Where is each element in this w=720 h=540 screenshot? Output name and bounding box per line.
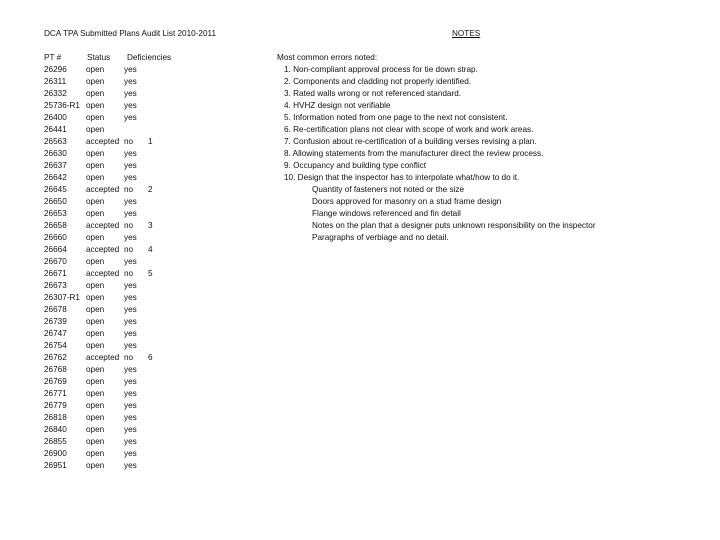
pt-cell: 26332 [44,89,67,98]
table-row [44,448,244,460]
status-cell: open [86,257,105,266]
notes-heading: NOTES [452,29,481,38]
page-title: DCA TPA Submitted Plans Audit List 2010-2011 [44,29,217,38]
table-row [44,352,244,364]
notes-intro: Most common errors noted: [277,53,378,62]
table-row [44,208,244,220]
deficiencies-cell: yes [124,401,137,410]
deficiencies-cell: no [124,185,134,194]
status-cell: open [86,329,105,338]
deficiencies-cell: no [124,353,134,362]
deficiencies-cell: yes [124,161,137,170]
deficiencies-cell: no [124,245,134,254]
note-sub-item: Quantity of fasteners not noted or the size [312,185,465,194]
deficiencies-cell: yes [124,389,137,398]
note-item: 2. Components and cladding not properly identified. [284,77,472,86]
deficiencies-cell: yes [124,461,137,470]
table-row [44,340,244,352]
deficiencies-cell: yes [124,449,137,458]
deficiencies-cell: no [124,221,134,230]
note-sub-item: Flange windows referenced and fin detail [312,209,461,218]
status-cell: open [86,317,105,326]
table-row [44,148,244,160]
column-header-status: Status [87,53,111,62]
status-cell: accepted [86,185,120,194]
table-row [44,412,244,424]
pt-cell: 26840 [44,425,67,434]
pt-cell: 26747 [44,329,67,338]
status-cell: open [86,89,105,98]
pt-cell: 26400 [44,113,67,122]
table-row [44,292,244,304]
pt-cell: 26645 [44,185,67,194]
deficiencies-cell: yes [124,101,137,110]
deficiencies-cell: yes [124,89,137,98]
note-item: 8. Allowing statements from the manufacturer direct the review process. [284,149,544,158]
table-row [44,328,244,340]
pt-cell: 26769 [44,377,67,386]
table-header-row [44,52,244,64]
column-header-deficiencies: Deficiencies [127,53,172,62]
table-row [44,400,244,412]
notes-items [277,64,596,184]
deficiencies-cell: yes [124,77,137,86]
status-cell: open [86,101,105,110]
pt-cell: 26660 [44,233,67,242]
deficiencies-cell: yes [124,281,137,290]
status-cell: open [86,365,105,374]
status-cell: open [86,437,105,446]
deficiencies-cell: yes [124,437,137,446]
table-row [44,316,244,328]
table-row [44,64,244,76]
status-cell: open [86,305,105,314]
pt-cell: 26650 [44,197,67,206]
status-cell: accepted [86,353,120,362]
note-sub-item: Paragraphs of verbiage and no detail. [312,233,449,242]
table-row [44,424,244,436]
note-item: 6. Re-certification plans not clear with scope of work and work areas. [284,125,534,134]
pt-cell: 26678 [44,305,67,314]
table-row [44,364,244,376]
table-row [44,136,244,148]
deficiency-number-cell: 6 [148,353,153,362]
pt-cell: 26563 [44,137,67,146]
pt-cell: 26670 [44,257,67,266]
deficiencies-cell: no [124,137,134,146]
status-cell: open [86,125,105,134]
table-row [44,184,244,196]
deficiencies-cell: yes [124,341,137,350]
table-row [44,460,244,472]
status-cell: open [86,461,105,470]
status-cell: open [86,449,105,458]
deficiencies-cell: yes [124,425,137,434]
table-row [44,100,244,112]
table-row [44,256,244,268]
notes-sub-items [277,184,596,244]
note-item: 1. Non-compliant approval process for tie down strap. [284,65,478,74]
table-row [44,388,244,400]
audit-table [44,52,244,472]
pt-cell: 26653 [44,209,67,218]
status-cell: open [86,389,105,398]
deficiencies-cell: yes [124,377,137,386]
status-cell: open [86,341,105,350]
status-cell: open [86,401,105,410]
note-item: 7. Confusion about re-certification of a building verses revising a plan. [284,137,537,146]
status-cell: open [86,293,105,302]
deficiencies-cell: yes [124,173,137,182]
table-body [44,64,244,472]
pt-cell: 26754 [44,341,67,350]
pt-cell: 26900 [44,449,67,458]
table-row [44,268,244,280]
status-cell: open [86,113,105,122]
pt-cell: 26855 [44,437,67,446]
pt-cell: 26779 [44,401,67,410]
deficiencies-cell: yes [124,209,137,218]
pt-cell: 26441 [44,125,67,134]
status-cell: open [86,197,105,206]
deficiencies-cell: yes [124,257,137,266]
table-row [44,280,244,292]
pt-cell: 25736-R1 [44,101,80,110]
status-cell: open [86,149,105,158]
note-item: 3. Rated walls wrong or not referenced standard. [284,89,462,98]
column-header-pt: PT # [44,53,62,62]
pt-cell: 26762 [44,353,67,362]
status-cell: open [86,425,105,434]
pt-cell: 26951 [44,461,67,470]
status-cell: open [86,377,105,386]
status-cell: accepted [86,269,120,278]
pt-cell: 26671 [44,269,67,278]
table-row [44,88,244,100]
deficiencies-cell: yes [124,149,137,158]
pt-cell: 26768 [44,365,67,374]
deficiencies-cell: yes [124,413,137,422]
note-sub-item: Doors approved for masonry on a stud frame design [312,197,502,206]
status-cell: open [86,233,105,242]
status-cell: open [86,77,105,86]
pt-cell: 26658 [44,221,67,230]
status-cell: accepted [86,221,120,230]
status-cell: open [86,173,105,182]
status-cell: accepted [86,245,120,254]
notes-list [277,52,596,244]
table-row [44,244,244,256]
deficiency-number-cell: 3 [148,221,153,230]
status-cell: open [86,161,105,170]
deficiencies-cell: yes [124,305,137,314]
pt-cell: 26630 [44,149,67,158]
table-row [44,436,244,448]
pt-cell: 26818 [44,413,67,422]
note-item: 5. Information noted from one page to the next not consistent. [284,113,508,122]
note-item: 4. HVHZ design not verifiable [284,101,391,110]
table-row [44,376,244,388]
status-cell: open [86,65,105,74]
deficiencies-cell: yes [124,113,137,122]
table-row [44,76,244,88]
deficiency-number-cell: 4 [148,245,153,254]
deficiencies-cell: yes [124,65,137,74]
status-cell: open [86,413,105,422]
table-row [44,112,244,124]
deficiencies-cell: yes [124,329,137,338]
pt-cell: 26771 [44,389,67,398]
status-cell: accepted [86,137,120,146]
table-row [44,232,244,244]
deficiencies-cell: yes [124,317,137,326]
deficiencies-cell: no [124,269,134,278]
pt-cell: 26311 [44,77,67,86]
table-row [44,196,244,208]
deficiency-number-cell: 1 [148,137,153,146]
pt-cell: 26673 [44,281,67,290]
deficiencies-cell: yes [124,233,137,242]
deficiencies-cell: yes [124,293,137,302]
table-row [44,124,244,136]
pt-cell: 26296 [44,65,67,74]
table-row [44,172,244,184]
pt-cell: 26307-R1 [44,293,80,302]
note-item: 10. Design that the inspector has to interpolate what/how to do it. [284,173,520,182]
table-row [44,304,244,316]
status-cell: open [86,209,105,218]
pt-cell: 26739 [44,317,67,326]
pt-cell: 26664 [44,245,67,254]
pt-cell: 26642 [44,173,67,182]
note-sub-item: Notes on the plan that a designer puts unknown responsibility on the inspector [312,221,596,230]
deficiencies-cell: yes [124,365,137,374]
pt-cell: 26637 [44,161,67,170]
table-row [44,220,244,232]
deficiencies-cell: yes [124,197,137,206]
status-cell: open [86,281,105,290]
note-item: 9. Occupancy and building type conflict [284,161,427,170]
deficiency-number-cell: 5 [148,269,153,278]
deficiency-number-cell: 2 [148,185,153,194]
table-row [44,160,244,172]
